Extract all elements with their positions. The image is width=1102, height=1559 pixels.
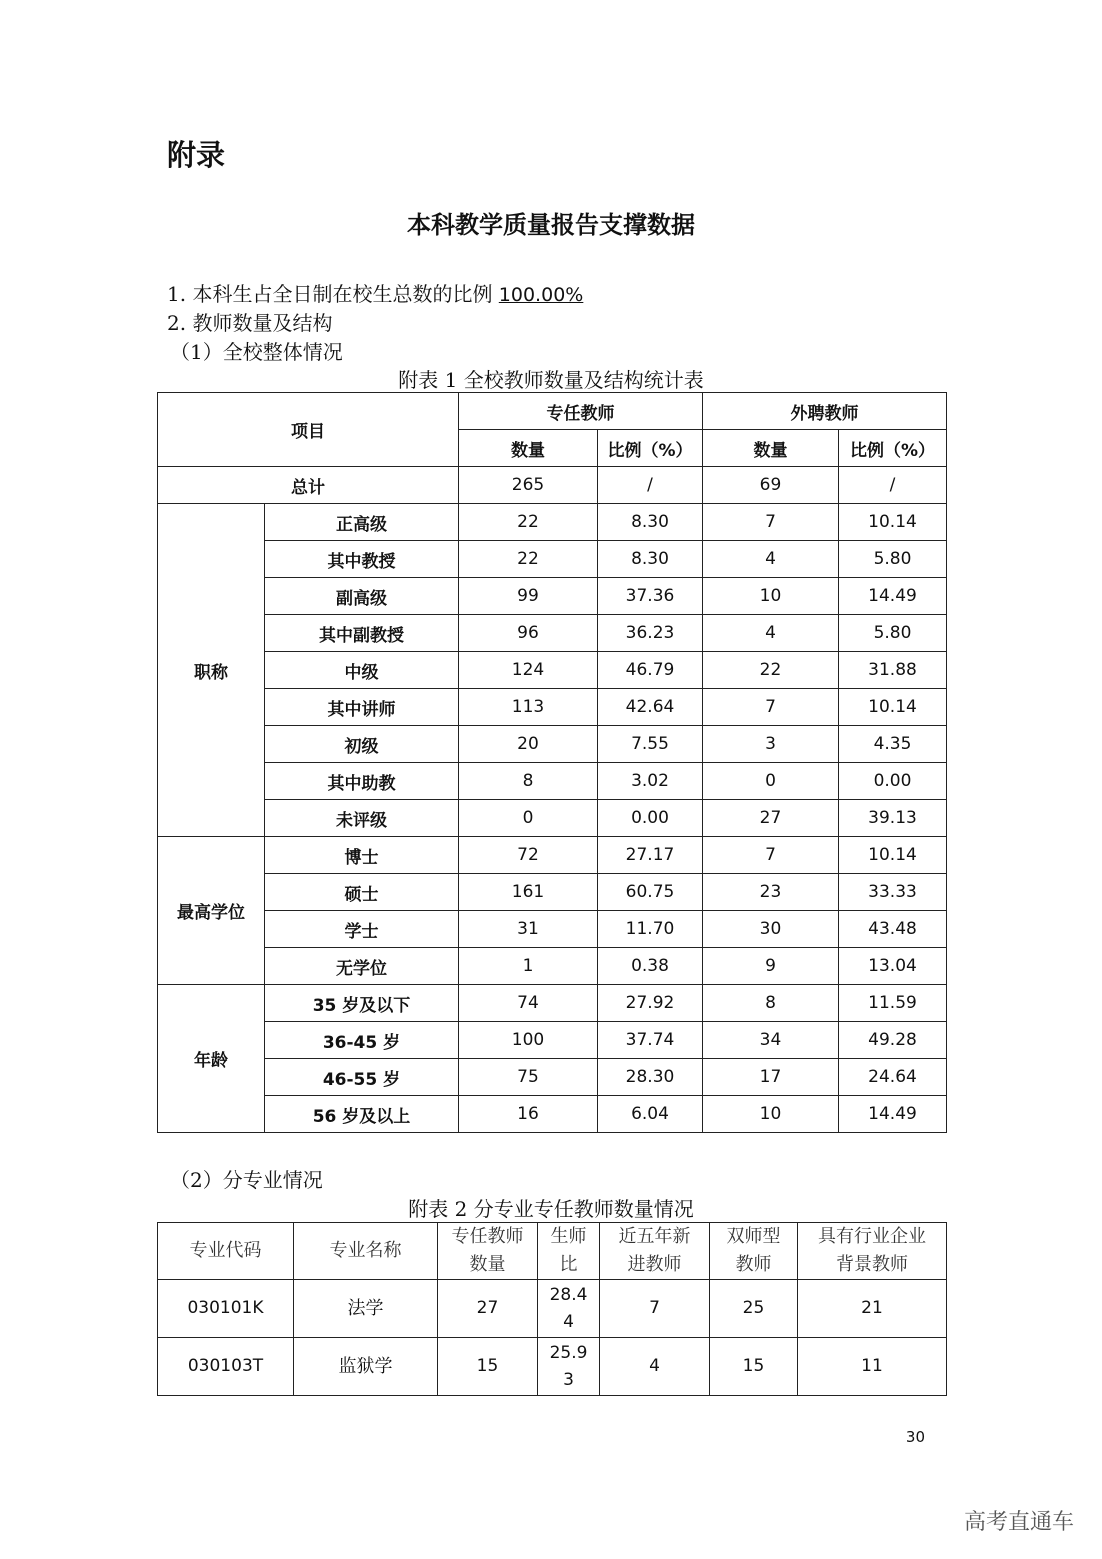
table-row [158, 1059, 947, 1096]
header-ext-count: 数量 [703, 430, 839, 467]
ft-count-cell: 1 [459, 948, 598, 985]
row-label: 博士 [265, 837, 459, 874]
ft-count-cell: 8 [459, 763, 598, 800]
ft-count-cell: 113 [459, 689, 598, 726]
total-ft-ratio: / [598, 467, 703, 504]
ratio-line2: 4 [563, 1311, 574, 1332]
header-major-name: 专业名称 [294, 1223, 438, 1280]
table-row [158, 504, 947, 541]
ext-count-cell: 7 [703, 689, 839, 726]
ext-count-cell: 4 [703, 541, 839, 578]
ft-count-cell: 99 [459, 578, 598, 615]
row-label: 35 岁及以下 [265, 985, 459, 1022]
ext-count-cell: 34 [703, 1022, 839, 1059]
row-label: 其中讲师 [265, 689, 459, 726]
ext-ratio-cell: 33.33 [839, 874, 947, 911]
ft-ratio-cell: 36.23 [598, 615, 703, 652]
ext-ratio-cell: 39.13 [839, 800, 947, 837]
major-code-cell: 030103T [158, 1338, 294, 1396]
table-row [158, 726, 947, 763]
ext-ratio-cell: 10.14 [839, 689, 947, 726]
faculty-structure-table [157, 392, 947, 1133]
report-title: 本科教学质量报告支撑数据 [407, 211, 695, 239]
watermark: 高考直通车 [963, 1510, 1074, 1535]
appendix-heading: 附录 [167, 138, 226, 172]
ratio-line1: 25.9 [549, 1342, 588, 1363]
row-label: 其中教授 [265, 541, 459, 578]
ext-count-cell: 22 [703, 652, 839, 689]
ft-count-cell: 100 [459, 1022, 598, 1059]
ft-count-cell: 27 [438, 1280, 538, 1338]
row-label: 初级 [265, 726, 459, 763]
header-student-teacher-ratio [538, 1223, 600, 1280]
row-label: 未评级 [265, 800, 459, 837]
ft-ratio-cell: 46.79 [598, 652, 703, 689]
table-1-caption: 附表 1 全校教师数量及结构统计表 [398, 368, 704, 392]
ft-ratio-cell: 27.92 [598, 985, 703, 1022]
subsection-1-heading: （1）全校整体情况 [170, 340, 343, 364]
page-number: 30 [905, 1428, 925, 1446]
ft-count-cell: 75 [459, 1059, 598, 1096]
ext-ratio-cell: 14.49 [839, 578, 947, 615]
table-row [158, 837, 947, 874]
ft-ratio-cell: 42.64 [598, 689, 703, 726]
ext-ratio-cell: 14.49 [839, 1096, 947, 1133]
item-1-value: 100.00% [498, 284, 584, 306]
header-ft-count: 数量 [459, 430, 598, 467]
header-item: 项目 [158, 393, 459, 467]
ratio-line1: 28.4 [549, 1284, 588, 1305]
total-label: 总计 [158, 467, 459, 504]
table-row [158, 911, 947, 948]
ext-ratio-cell: 11.59 [839, 985, 947, 1022]
ft-count-cell: 31 [459, 911, 598, 948]
header-industry-line1: 具有行业企业 [818, 1226, 926, 1247]
ft-count-cell: 22 [459, 504, 598, 541]
student-teacher-ratio-cell [538, 1280, 600, 1338]
table-row [158, 874, 947, 911]
header-ratio-line2: 比 [559, 1254, 578, 1275]
row-label: 其中副教授 [265, 615, 459, 652]
header-new-line2: 进教师 [627, 1254, 682, 1275]
ft-count-cell: 22 [459, 541, 598, 578]
header-new-line1: 近五年新 [618, 1226, 691, 1247]
dual-teachers-cell: 25 [710, 1280, 798, 1338]
row-label: 正高级 [265, 504, 459, 541]
ext-ratio-cell: 43.48 [839, 911, 947, 948]
ft-count-cell: 15 [438, 1338, 538, 1396]
header-fulltime-count [438, 1223, 538, 1280]
ft-ratio-cell: 28.30 [598, 1059, 703, 1096]
header-major-code: 专业代码 [158, 1223, 294, 1280]
ext-count-cell: 30 [703, 911, 839, 948]
ft-ratio-cell: 37.74 [598, 1022, 703, 1059]
item-1-undergrad-ratio [167, 278, 583, 307]
ft-count-cell: 16 [459, 1096, 598, 1133]
ext-count-cell: 4 [703, 615, 839, 652]
row-label: 36-45 岁 [265, 1022, 459, 1059]
ft-ratio-cell: 37.36 [598, 578, 703, 615]
ext-count-cell: 23 [703, 874, 839, 911]
ext-count-cell: 10 [703, 578, 839, 615]
ext-ratio-cell: 31.88 [839, 652, 947, 689]
ft-ratio-cell: 6.04 [598, 1096, 703, 1133]
table-row [158, 615, 947, 652]
ext-count-cell: 8 [703, 985, 839, 1022]
subsection-2-heading: （2）分专业情况 [170, 1168, 323, 1192]
ft-count-cell: 161 [459, 874, 598, 911]
student-teacher-ratio-cell [538, 1338, 600, 1396]
table-header-row [158, 393, 947, 430]
ft-ratio-cell: 60.75 [598, 874, 703, 911]
total-row [158, 467, 947, 504]
table-row [158, 689, 947, 726]
row-label: 无学位 [265, 948, 459, 985]
new-teachers-cell: 4 [600, 1338, 710, 1396]
ext-count-cell: 3 [703, 726, 839, 763]
industry-teachers-cell: 21 [798, 1280, 947, 1338]
ext-ratio-cell: 24.64 [839, 1059, 947, 1096]
header-ft-ratio: 比例（%） [598, 430, 703, 467]
ext-ratio-cell: 49.28 [839, 1022, 947, 1059]
ext-count-cell: 7 [703, 504, 839, 541]
ext-ratio-cell: 0.00 [839, 763, 947, 800]
ext-count-cell: 0 [703, 763, 839, 800]
ft-count-cell: 96 [459, 615, 598, 652]
header-industry-line2: 背景教师 [836, 1254, 908, 1275]
header-dual-line2: 教师 [735, 1254, 772, 1275]
header-dual-teachers [710, 1223, 798, 1280]
table-row [158, 1096, 947, 1133]
table-row [158, 1280, 947, 1338]
header-fulltime: 专任教师 [459, 393, 703, 430]
table-row [158, 948, 947, 985]
major-code-cell: 030101K [158, 1280, 294, 1338]
header-dual-line1: 双师型 [726, 1226, 781, 1247]
table-row [158, 763, 947, 800]
table-2-header-row [158, 1223, 947, 1280]
major-name-cell: 法学 [294, 1280, 438, 1338]
ext-count-cell: 9 [703, 948, 839, 985]
row-label: 硕士 [265, 874, 459, 911]
table-row [158, 652, 947, 689]
row-label: 46-55 岁 [265, 1059, 459, 1096]
industry-teachers-cell: 11 [798, 1338, 947, 1396]
ft-ratio-cell: 8.30 [598, 541, 703, 578]
item-1-text: 1. 本科生占全日制在校生总数的比例 [167, 282, 499, 306]
header-fulltime-count-line2: 数量 [469, 1254, 506, 1275]
group-label: 职称 [158, 504, 265, 837]
ext-count-cell: 7 [703, 837, 839, 874]
item-2-heading: 2. 教师数量及结构 [167, 311, 333, 335]
table-row [158, 985, 947, 1022]
table-row [158, 578, 947, 615]
total-ext-ratio: / [839, 467, 947, 504]
ext-ratio-cell: 10.14 [839, 504, 947, 541]
ext-count-cell: 17 [703, 1059, 839, 1096]
ext-ratio-cell: 13.04 [839, 948, 947, 985]
ft-ratio-cell: 0.00 [598, 800, 703, 837]
major-faculty-table [157, 1222, 947, 1396]
header-ratio-line1: 生师 [550, 1226, 587, 1247]
table-row [158, 800, 947, 837]
table-2-caption: 附表 2 分专业专任教师数量情况 [408, 1197, 694, 1221]
ft-ratio-cell: 11.70 [598, 911, 703, 948]
ft-ratio-cell: 27.17 [598, 837, 703, 874]
ext-ratio-cell: 5.80 [839, 615, 947, 652]
ext-count-cell: 10 [703, 1096, 839, 1133]
ft-count-cell: 72 [459, 837, 598, 874]
total-ft-count: 265 [459, 467, 598, 504]
group-label: 最高学位 [158, 837, 265, 985]
header-industry-teachers [798, 1223, 947, 1280]
row-label: 中级 [265, 652, 459, 689]
dual-teachers-cell: 15 [710, 1338, 798, 1396]
ext-ratio-cell: 5.80 [839, 541, 947, 578]
table-row [158, 541, 947, 578]
total-ext-count: 69 [703, 467, 839, 504]
header-new-teachers [600, 1223, 710, 1280]
ratio-line2: 3 [563, 1369, 574, 1390]
ft-ratio-cell: 7.55 [598, 726, 703, 763]
ft-count-cell: 20 [459, 726, 598, 763]
row-label: 学士 [265, 911, 459, 948]
ft-ratio-cell: 3.02 [598, 763, 703, 800]
row-label: 56 岁及以上 [265, 1096, 459, 1133]
new-teachers-cell: 7 [600, 1280, 710, 1338]
header-external: 外聘教师 [703, 393, 947, 430]
row-label: 其中助教 [265, 763, 459, 800]
ft-count-cell: 74 [459, 985, 598, 1022]
group-label: 年龄 [158, 985, 265, 1133]
ft-count-cell: 0 [459, 800, 598, 837]
ft-ratio-cell: 0.38 [598, 948, 703, 985]
ext-ratio-cell: 4.35 [839, 726, 947, 763]
table-row [158, 1022, 947, 1059]
major-name-cell: 监狱学 [294, 1338, 438, 1396]
ft-count-cell: 124 [459, 652, 598, 689]
table-row [158, 1338, 947, 1396]
ft-ratio-cell: 8.30 [598, 504, 703, 541]
row-label: 副高级 [265, 578, 459, 615]
ext-ratio-cell: 10.14 [839, 837, 947, 874]
ext-count-cell: 27 [703, 800, 839, 837]
header-fulltime-count-line1: 专任教师 [451, 1226, 524, 1247]
header-ext-ratio: 比例（%） [839, 430, 947, 467]
